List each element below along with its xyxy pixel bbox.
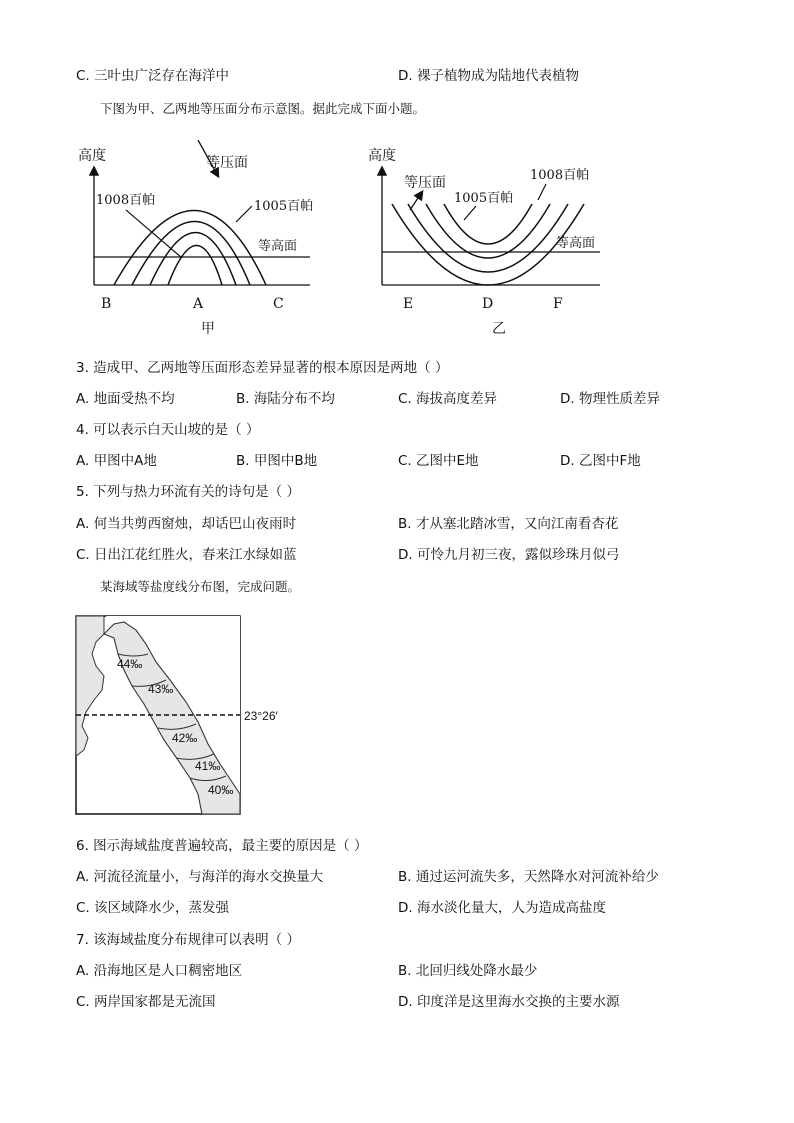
isohypse-label: 等高面 — [258, 239, 298, 254]
q6-option-c[interactable]: C. 该区域降水少，蒸发强 — [76, 900, 230, 916]
q7-stem: 7. 该海域盐度分布规律可以表明（ ） — [76, 932, 300, 948]
pressure-1005-leader — [464, 206, 476, 220]
q4-stem: 4. 可以表示白天山坡的是（ ） — [76, 422, 260, 438]
pressure-1008-leader — [126, 210, 182, 258]
q6-option-a[interactable]: A. 河流径流量小，与海洋的海水交换量大 — [76, 869, 324, 885]
q4-option-c[interactable]: C. 乙图中E地 — [398, 453, 479, 469]
salinity-label-40: 40‰ — [208, 783, 234, 797]
y-axis-label: 高度 — [78, 148, 106, 164]
y-axis-label: 高度 — [368, 148, 396, 164]
point-b: B — [101, 296, 112, 312]
q6-option-b[interactable]: B. 通过运河流失多，天然降水对河流补给少 — [398, 869, 659, 885]
q7-option-c[interactable]: C. 两岸国家都是无流国 — [76, 994, 216, 1010]
q5-option-d[interactable]: D. 可怜九月初三夜，露似珍珠月似弓 — [398, 547, 620, 563]
q3-option-b[interactable]: B. 海陆分布不均 — [236, 391, 335, 407]
figure-yi — [360, 140, 620, 340]
point-a: A — [193, 296, 204, 312]
isobar-curve-4 — [444, 204, 532, 244]
figure-caption-yi: 乙 — [492, 321, 506, 337]
q4-option-b[interactable]: B. 甲图中B地 — [236, 453, 318, 469]
figure-caption-jia: 甲 — [201, 321, 215, 337]
q4-option-d[interactable]: D. 乙图中F地 — [560, 453, 641, 469]
option-c-prev: C. 三叶虫广泛存在海洋中 — [76, 68, 230, 84]
salinity-label-43: 43‰ — [148, 682, 174, 696]
isobar-label: 等压面 — [206, 155, 248, 171]
point-e: E — [403, 296, 414, 312]
point-f: F — [553, 296, 563, 312]
q4-option-a[interactable]: A. 甲图中A地 — [76, 453, 157, 469]
salinity-label-41: 41‰ — [195, 759, 221, 773]
q3-option-c[interactable]: C. 海拔高度差异 — [398, 391, 498, 407]
q3-stem: 3. 造成甲、乙两地等压面形态差异显著的根本原因是两地（ ） — [76, 360, 449, 376]
isobar-arrow — [410, 192, 422, 210]
intro-pressure-figure: 下图为甲、乙两地等压面分布示意图。据此完成下面小题。 — [100, 101, 426, 116]
pressure-1005-label: 1005百帕 — [454, 191, 514, 206]
isobar-curve-4 — [168, 246, 222, 286]
pressure-1008-label: 1008百帕 — [96, 193, 156, 208]
point-d: D — [482, 296, 494, 312]
q6-stem: 6. 图示海域盐度普遍较高，最主要的原因是（ ） — [76, 838, 368, 854]
isobar-curve-3 — [150, 233, 236, 286]
isohypse-label: 等高面 — [556, 236, 596, 251]
pressure-1008-leader — [538, 184, 546, 200]
q5-option-c[interactable]: C. 日出江花红胜火，春来江水绿如蓝 — [76, 547, 297, 563]
pressure-1005-label: 1005百帕 — [254, 199, 314, 214]
tropic-label: 23°26′ — [244, 709, 278, 723]
salinity-label-42: 42‰ — [172, 731, 198, 745]
q6-option-d[interactable]: D. 海水淡化量大，人为造成高盐度 — [398, 900, 606, 916]
q5-stem: 5. 下列与热力环流有关的诗句是（ ） — [76, 484, 300, 500]
pressure-1005-leader — [236, 206, 252, 222]
q7-option-a[interactable]: A. 沿海地区是人口稠密地区 — [76, 963, 243, 979]
q7-option-d[interactable]: D. 印度洋是这里海水交换的主要水源 — [398, 994, 620, 1010]
figure-jia — [70, 140, 330, 340]
q3-option-d[interactable]: D. 物理性质差异 — [560, 391, 660, 407]
isobar-curve-3 — [426, 204, 550, 258]
salinity-map — [74, 614, 294, 818]
q3-option-a[interactable]: A. 地面受热不均 — [76, 391, 175, 407]
q5-option-a[interactable]: A. 何当共剪西窗烛，却话巴山夜雨时 — [76, 516, 297, 532]
intro-salinity-map: 某海域等盐度线分布图，完成问题。 — [100, 579, 301, 594]
option-d-prev: D. 裸子植物成为陆地代表植物 — [398, 68, 579, 84]
salinity-label-44: 44‰ — [117, 657, 143, 671]
pressure-1008-label: 1008百帕 — [530, 168, 590, 183]
q7-option-b[interactable]: B. 北回归线处降水最少 — [398, 963, 538, 979]
q5-option-b[interactable]: B. 才从塞北踏冰雪，又向江南看杏花 — [398, 516, 619, 532]
point-c: C — [273, 296, 284, 312]
isobar-label: 等压面 — [404, 175, 446, 191]
